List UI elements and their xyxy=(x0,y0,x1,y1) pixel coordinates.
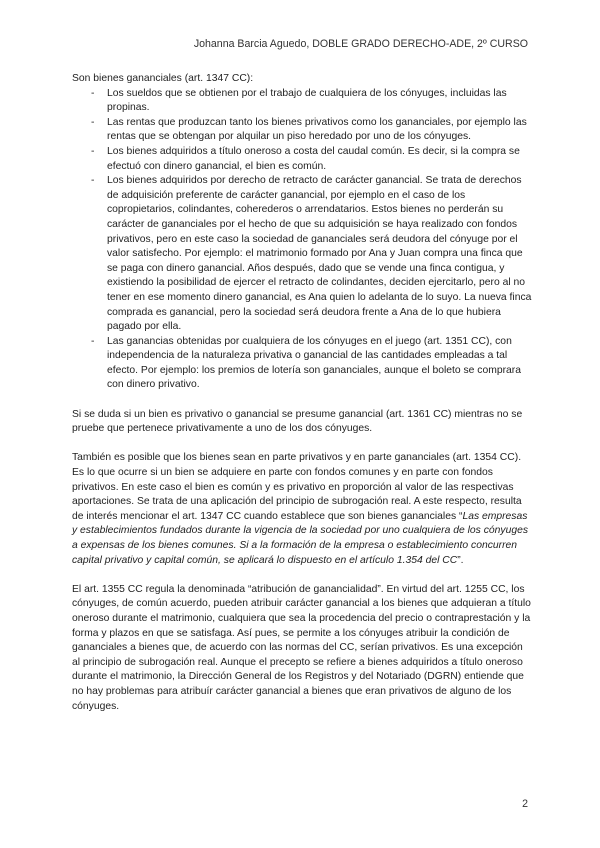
paragraph-presumption: Si se duda si un bien es privativo o ganancial se presume ganancial (art. 1361 CC) mientras no se pruebe que pertenece privativamente a uno de los dos cónyuges. xyxy=(72,408,523,435)
page-number: 2 xyxy=(522,798,528,810)
list-item: - Las ganancias obtenidas por cualquiera de los cónyuges en el juego (art. 1351 CC), con independencia de la naturaleza privativa o ganancial de las cantidades empleadas a tal efecto. Por ejemplo: los premios de lotería son gananciales, aunque el boleto se comprara con dinero privativo. xyxy=(91,335,521,391)
paragraph-attribution: El art. 1355 CC regula la denominada “atribución de ganancialidad”. En virtud del art. 1255 CC, los cónyuges, de común acuerdo, pueden atribuir carácter ganancial a los bienes que adquieran a título oneroso durante el matrimonio, cualquiera que sea la procedencia del precio o contraprestación y la forma y plazos en que se satisfaga. Así pues, se permite a los cónyuges atribuir la condición de gananciales a bienes que, de acuerdo con las normas del CC, serían privativos. Es una excepción al principio de subrogación real. Aunque el precepto se refiere a bienes adquiridos a título oneroso durante el matrimonio, la Dirección General de los Registros y del Notariado (DGRN) entiende que no hay problemas para atribuír carácter ganancial a bienes que eran privativos de alguno de los cónyuges. xyxy=(72,583,531,712)
ganancial-list xyxy=(72,87,532,393)
bullet-dash: - xyxy=(91,175,95,187)
bullet-dash: - xyxy=(91,116,95,128)
bullet-dash: - xyxy=(91,87,95,99)
document-body xyxy=(72,72,532,714)
bullet-dash: - xyxy=(91,145,95,157)
list-item: - Los sueldos que se obtienen por el trabajo de cualquiera de los cónyuges, incluidas las propinas. xyxy=(91,87,507,114)
list-item: - Los bienes adquiridos a título oneroso a costa del caudal común. Es decir, si la compra se efectuó con dinero ganancial, el bien es común. xyxy=(91,145,520,172)
intro-line: Son bienes gananciales (art. 1347 CC): xyxy=(72,73,254,84)
legal-quote: Las empresas y establecimientos fundados durante la vigencia de la sociedad por uno cualquiera de los cónyuges a expensas de los bienes comunes. Si a la formación de la empresa o establecimiento concurren capital privativo y capital común, se aplicará lo dispuesto en el artículo 1.354 del CC xyxy=(72,510,528,566)
list-item: - Los bienes adquiridos por derecho de retracto de carácter ganancial. Se trata de derechos de adquisición preferente de carácter ganancial, por ejemplo en el caso de los copropietarios, colindantes, coherederos o arrendatarios. Estos bienes no perderán su carácter de gananciales por el hecho de que su adquisición se haya realizado con fondos privativos, pero en este caso la sociedad de gananciales será deudora del cónyuge por el valor satisfecho. Por ejemplo: el matrimonio formado por Ana y Juan compra una finca que se paga con dinero ganancial. Años después, dado que se vende una finca contigua, y existiendo la posibilidad de ejercer el retracto de colindantes, deciden ejercitarlo, pero al no tener en ese momento dinero ganancial, es Ana quien lo adelanta de lo suyo. La nueva finca comprada es ganancial, pero la sociedad será deudora frente a Ana de lo que hubiera pagado por ella. xyxy=(91,175,532,333)
paragraph-mixed: También es posible que los bienes sean en parte privativos y en parte gananciales (art. 1354 CC). Es lo que ocurre si un bien se adquiere en parte con fondos comunes y en parte con fondos privativos. En este caso el bien es común y es privativo en proporción al valor de las respectivas aportaciones. Se trata de una aplicación del principio de subrogación real. A este respecto, resulta de interés mencionar el art. 1347 CC cuando establece que son bienes gananciales “Las empresas y establecimientos fundados durante la vigencia de la sociedad por uno cualquiera de los cónyuges a expensas de los bienes comunes. Si a la formación de la empresa o establecimiento concurren capital privativo y capital común, se aplicará lo dispuesto en el artículo 1.354 del CC”. xyxy=(72,452,528,566)
page-header: Johanna Barcia Aguedo, DOBLE GRADO DERECHO-ADE, 2º CURSO xyxy=(193,38,528,50)
list-item: - Las rentas que produzcan tanto los bienes privativos como los gananciales, por ejemplo las rentas que se obtengan por alquilar un piso heredado por uno de los cónyuges. xyxy=(91,116,527,143)
bullet-dash: - xyxy=(91,335,95,347)
